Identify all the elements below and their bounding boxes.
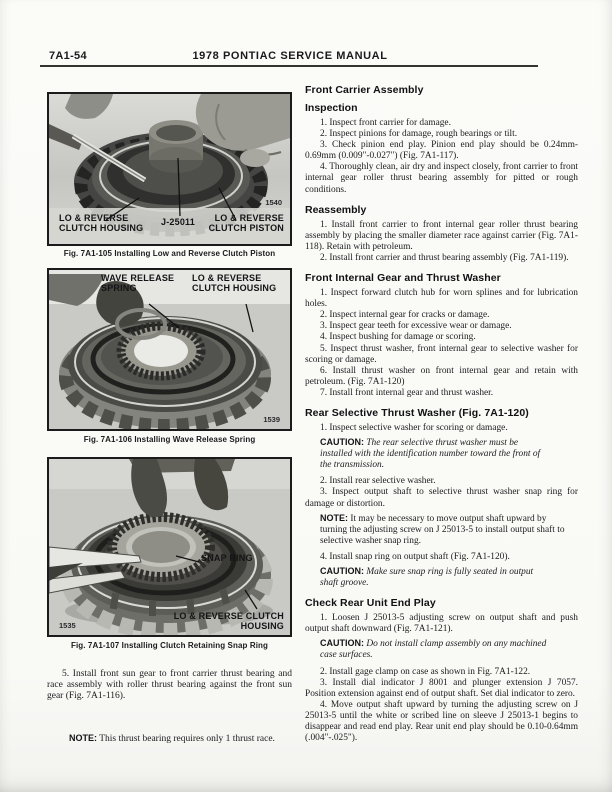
label-wave-release-spring: WAVE RELEASE SPRING: [101, 273, 175, 293]
step: 4. Inspect bushing for damage or scoring.: [320, 332, 476, 343]
figure-caption: Fig. 7A1-106 Installing Wave Release Spring: [83, 435, 256, 444]
page-number: 7A1-54: [49, 50, 87, 62]
step: 3. Inspect gear teeth for excessive wear or damage.: [320, 321, 512, 332]
heading-check-rear-unit-end-play: Check Rear Unit End Play: [305, 597, 436, 610]
thrust-bearing-note: [69, 733, 292, 745]
heading-front-internal-gear: Front Internal Gear and Thrust Washer: [305, 272, 501, 285]
figure-7a1-107: [47, 457, 292, 637]
step-install-front-sun-gear: 5. Install front sun gear to front carrier thrust bearing and race assembly with roller thrust bearing against the front sun gear (Fig. 7A1-116).: [47, 668, 292, 702]
left-column: [47, 92, 292, 792]
caution-label: CAUTION:: [320, 437, 364, 448]
right-column: [305, 84, 578, 744]
caution-text: The rear selective thrust washer must be installed with the identification number toward the front of the transmission.: [320, 438, 541, 471]
label-lo-reverse-clutch-piston: LO & REVERSE CLUTCH PISTON: [208, 213, 284, 233]
caution-block: [320, 638, 548, 661]
subheading-inspection: Inspection: [305, 102, 358, 114]
label-lo-reverse-clutch-housing: LO & REVERSE CLUTCH HOUSING: [59, 213, 144, 233]
step: 2. Install rear selective washer.: [320, 476, 436, 487]
step: 4. Install snap ring on output shaft (Fig. 7A1-120).: [320, 551, 510, 562]
note-text: This thrust bearing requires only 1 thrust race.: [99, 733, 275, 744]
caution-text: Make sure snap ring is fully seated in output shaft groove.: [320, 567, 534, 589]
step: 4. Thoroughly clean, air dry and inspect closely, front carrier to front internal gear roller thrust bearing assembly for pitted or rough conditions.: [305, 162, 578, 195]
step: 5. Inspect thrust washer, front internal gear to selective washer for scoring or damage.: [305, 343, 578, 365]
step: 1. Install front carrier to front internal gear roller thrust bearing assembly by placing the smaller diameter race against carrier (Fig. 7A1-118). Retain with petroleum.: [305, 219, 578, 252]
label-lo-reverse-clutch-housing: LO & REVERSE CLUTCH HOUSING: [173, 611, 284, 631]
caution-block: [320, 566, 548, 589]
step: 3. Inspect output shaft to selective thrust washer snap ring for damage or distortion.: [305, 487, 578, 509]
note-label: NOTE:: [320, 512, 348, 523]
figure-caption: Fig. 7A1-107 Installing Clutch Retaining Snap Ring: [70, 641, 269, 650]
figure-caption: Fig. 7A1-105 Installing Low and Reverse Clutch Piston: [63, 249, 276, 258]
photo-id-1535: 1535: [59, 621, 76, 630]
step: 2. Inspect internal gear for cracks or damage.: [320, 310, 490, 321]
step: 6. Install thrust washer on front internal gear and retain with petroleum. (Fig. 7A1-120): [305, 365, 578, 387]
step: 1. Loosen J 25013-5 adjusting screw on output shaft and push output shaft downward (Fig. 7A1-121).: [305, 613, 578, 635]
step: 7. Install front internal gear and thrust washer.: [320, 387, 494, 398]
note-label: NOTE:: [69, 732, 97, 743]
label-lo-reverse-clutch-housing: LO & REVERSE CLUTCH HOUSING: [192, 273, 277, 293]
step: 1. Inspect forward clutch hub for worn splines and for lubrication holes.: [305, 288, 578, 310]
heading-front-carrier-assembly: Front Carrier Assembly: [305, 84, 424, 96]
photo-id-1539: 1539: [263, 415, 280, 424]
caution-label: CAUTION:: [320, 566, 364, 576]
figure-7a1-105: [47, 92, 292, 246]
note-block: [320, 513, 574, 547]
subheading-reassembly: Reassembly: [305, 203, 367, 216]
step: 3. Install dial indicator J 8001 and plunger extension J 7057. Position extension against end of output shaft. Set dial indicator to zero.: [305, 677, 578, 699]
step: 2. Install front carrier and thrust bearing assembly (Fig. 7A1-119).: [320, 252, 569, 263]
label-snap-ring: SNAP RING: [201, 553, 253, 563]
wave-release-spring-photo: [49, 270, 290, 429]
caution-text: Do not install clamp assembly on any machined case surfaces.: [320, 639, 547, 661]
step: 3. Check pinion end play. Pinion end play should be 0.24mm-0.69mm (0.009"-0.027") (Fig. 7A1-117).: [305, 140, 578, 162]
photo-id-1540: 1540: [265, 198, 282, 207]
figure-7a1-106: [47, 268, 292, 431]
manual-title: 1978 PONTIAC SERVICE MANUAL: [192, 50, 388, 62]
caution-block: [320, 437, 548, 471]
step: 1. Inspect selective washer for scoring or damage.: [320, 422, 508, 433]
snap-ring-photo: [49, 459, 290, 635]
step: 2. Install gage clamp on case as shown in Fig. 7A1-122.: [320, 666, 531, 677]
heading-rear-selective-thrust-washer: Rear Selective Thrust Washer (Fig. 7A1-120): [305, 406, 529, 419]
step: 2. Inspect pinions for damage, rough bearings or tilt.: [320, 129, 518, 140]
caution-label: CAUTION:: [320, 638, 364, 649]
step: 1. Inspect front carrier for damage.: [320, 118, 451, 128]
label-tool-j25011: J-25011: [161, 217, 195, 227]
step: 4. Move output shaft upward by turning the adjusting screw on J 25013-5 until the white or scribed line on sleeve J 25013-1 begins to disappear and read end play. Rear unit end play should be 0.10-0.64mm (.004"-.025").: [305, 699, 578, 744]
header-rule: [40, 65, 538, 67]
note-text: It may be necessary to move output shaft upward by turning the adjusting screw on J 25013-5 to install output shaft to selective washer snap ring.: [320, 513, 565, 546]
